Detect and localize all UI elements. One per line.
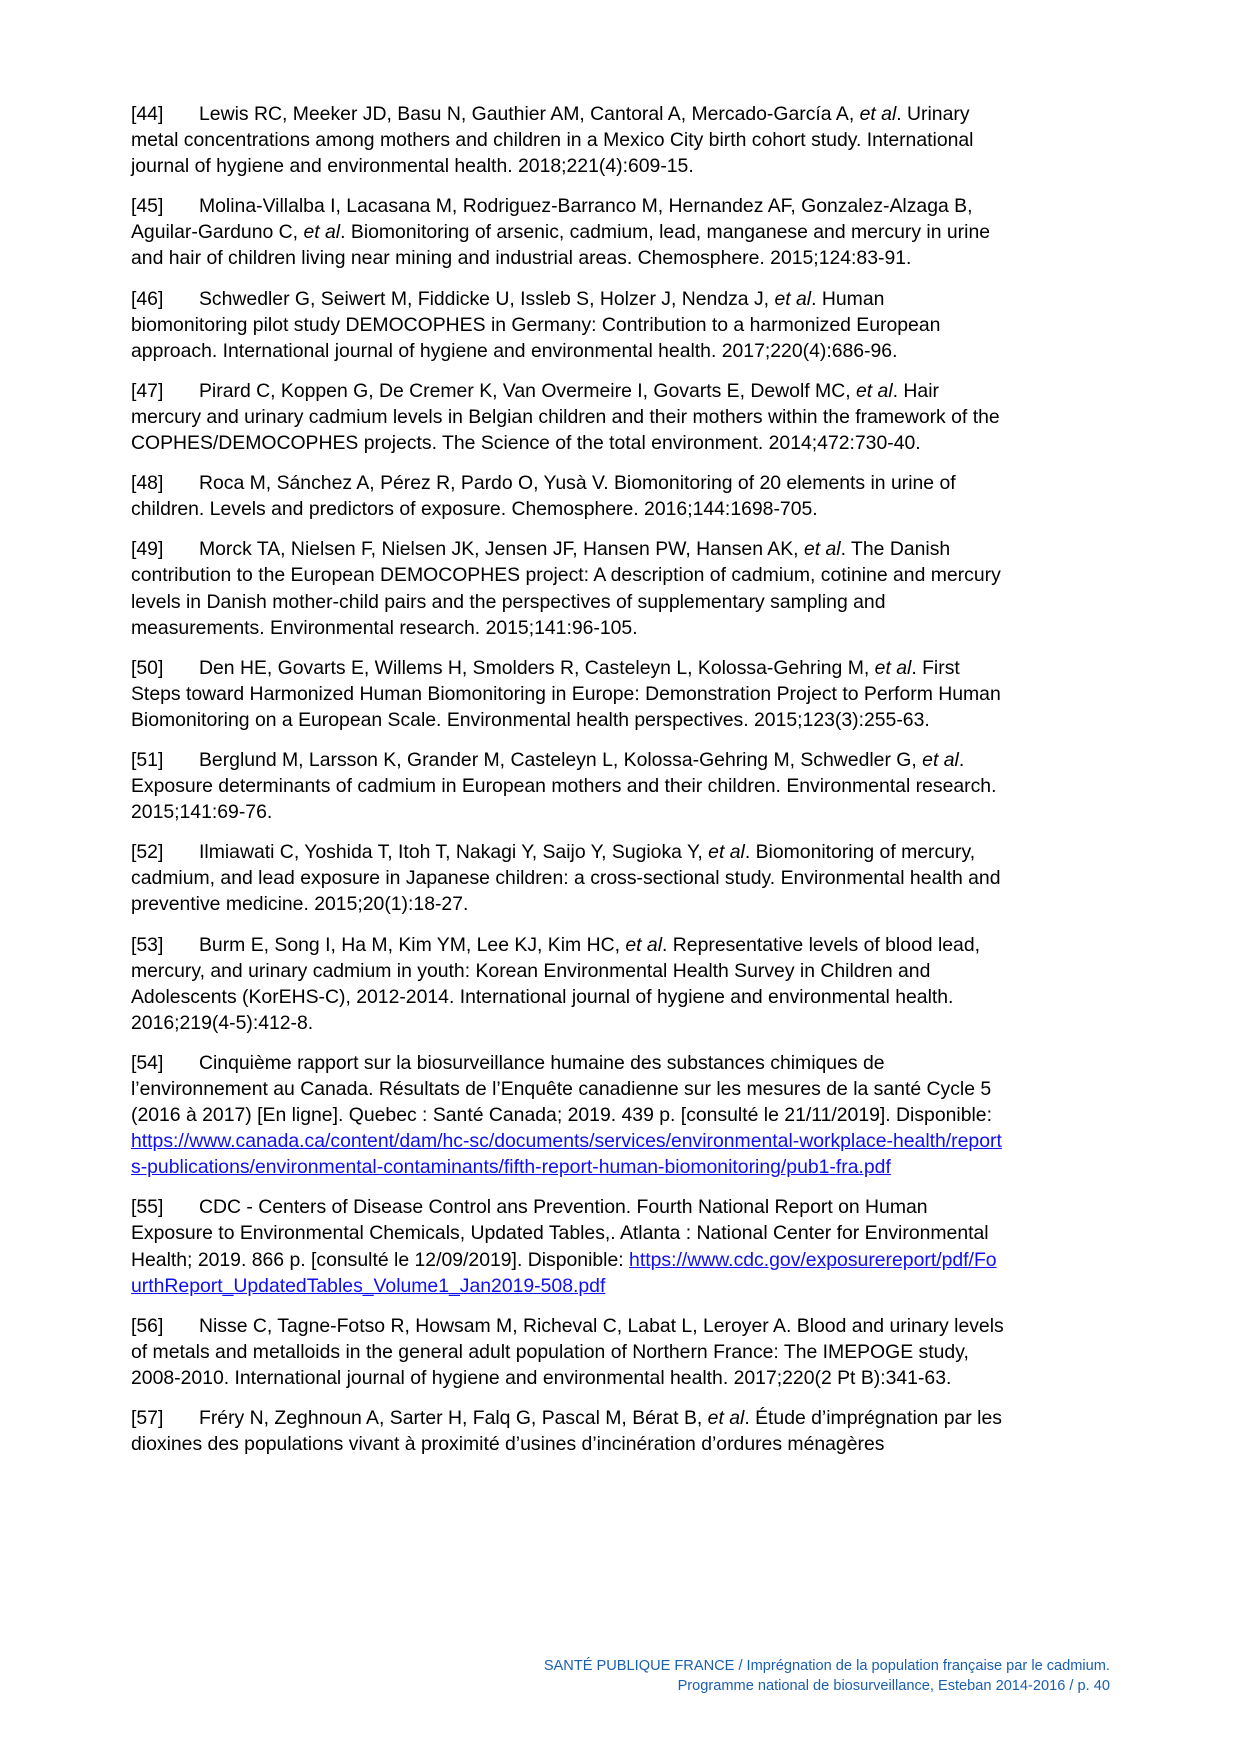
reference-link[interactable]: https://www.canada.ca/content/dam/hc-sc/documents/services/environmental-workplace-health/reports-publications/environmental-contaminants/fifth-report-human-biomonitoring/pub1-fra.pdf	[131, 1130, 1002, 1179]
reference-item	[131, 1313, 1004, 1391]
reference-number: [45]	[131, 195, 164, 218]
reference-item	[131, 1050, 1004, 1180]
reference-number: [49]	[131, 538, 164, 561]
reference-et-al: et al	[922, 748, 959, 771]
reference-text-post: . Exposure determinants of cadmium in European mothers and their children. Environmental research. 2015;141:69-76.	[131, 748, 997, 824]
reference-et-al: et al	[874, 656, 912, 679]
reference-number: [57]	[131, 1407, 164, 1430]
reference-text-pre: Lewis RC, Meeker JD, Basu N, Gauthier AM, Cantoral A, Mercado-García A,	[199, 103, 860, 125]
reference-item	[131, 193, 1004, 271]
reference-item	[131, 1194, 1004, 1298]
reference-text-pre: Fréry N, Zeghnoun A, Sarter H, Falq G, Pascal M, Bérat B,	[199, 1407, 708, 1430]
reference-text-pre: Ilmiawati C, Yoshida T, Itoh T, Nakagi Y, Saijo Y, Sugioka Y,	[199, 841, 709, 864]
reference-number: [46]	[131, 287, 164, 310]
reference-et-al: et al	[774, 287, 812, 310]
reference-number: [44]	[131, 103, 164, 125]
reference-text-pre: Cinquième rapport sur la biosurveillance humaine des substances chimiques de l’environnement au Canada. Résultats de l’Enquête canadienne sur les mesures de la santé Cycle 5 (2016 à 2017) [En ligne]. Quebec : Santé Canada; 2019. 439 p. [consulté le 21/11/2019]. Disponible:	[131, 1051, 992, 1127]
reference-text-post: . Hair mercury and urinary cadmium levels in Belgian children and their mothers within the framework of the COPHES/DEMOCOPHES projects. The Science of the total environment. 2014;472:730-40.	[131, 379, 1000, 455]
footer-line-1: SANTÉ PUBLIQUE FRANCE / Imprégnation de la population française par le cadmium.	[543, 1658, 1110, 1674]
reference-text-pre: CDC - Centers of Disease Control ans Prevention. Fourth National Report on Human Exposure to Environmental Chemicals, Updated Tables,. Atlanta : National Center for Environmental Health; 2019. 866 p. [consulté le 12/09/2019]. Disponible:	[131, 1196, 989, 1271]
reference-item	[131, 747, 1004, 825]
reference-text-pre: Berglund M, Larsson K, Grander M, Casteleyn L, Kolossa-Gehring M, Schwedler G,	[199, 748, 923, 771]
reference-text-post: . Representative levels of blood lead, mercury, and urinary cadmium in youth: Korean Environmental Health Survey in Children and Adolescents (KorEHS-C), 2012-2014. International journal of hygiene and environmental health. 2016;219(4-5):412-8.	[131, 933, 981, 1034]
reference-number: [55]	[131, 1196, 164, 1219]
reference-item	[131, 101, 1004, 179]
reference-text-pre: Molina-Villalba I, Lacasana M, Rodriguez-Barranco M, Hernandez AF, Gonzalez-Alzaga B, Aguilar-Garduno C,	[131, 195, 973, 244]
reference-text-post: . The Danish contribution to the European DEMOCOPHES project: A description of cadmium, cotinine and mercury levels in Danish mother-child pairs and the perspectives of supplementary sampling and measurements. Environmental research. 2015;141:96-105.	[131, 538, 1001, 639]
reference-text-pre: Schwedler G, Seiwert M, Fiddicke U, Issleb S, Holzer J, Nendza J,	[199, 287, 775, 310]
reference-number: [50]	[131, 656, 164, 679]
reference-text-pre: Roca M, Sánchez A, Pérez R, Pardo O, Yusà V. Biomonitoring of 20 elements in urine of children. Levels and predictors of exposure. Chemosphere. 2016;144:1698-705.	[131, 472, 956, 521]
reference-text-pre: Den HE, Govarts E, Willems H, Smolders R, Casteleyn L, Kolossa-Gehring M,	[199, 656, 875, 679]
reference-text-pre: Nisse C, Tagne-Fotso R, Howsam M, Richeval C, Labat L, Leroyer A. Blood and urinary levels of metals and metalloids in the general adult population of Northern France: The IMEPOGE study, 2008-2010. International journal of hygiene and environmental health. 2017;220(2 Pt B):341-63.	[131, 1314, 1004, 1389]
reference-text-post: . Biomonitoring of mercury, cadmium, and lead exposure in Japanese children: a cross-sectional study. Environmental health and preventive medicine. 2015;20(1):18-27.	[131, 841, 1001, 916]
reference-et-al: et al	[859, 103, 897, 125]
reference-et-al: et al	[708, 841, 745, 864]
reference-et-al: et al	[707, 1407, 745, 1430]
reference-text-pre: Morck TA, Nielsen F, Nielsen JK, Jensen JF, Hansen PW, Hansen AK,	[199, 538, 804, 561]
reference-text-post: . Urinary metal concentrations among mothers and children in a Mexico City birth cohort study. International journal of hygiene and environmental health. 2018;221(4):609-15.	[131, 103, 974, 178]
reference-text-post: . Biomonitoring of arsenic, cadmium, lead, manganese and mercury in urine and hair of children living near mining and industrial areas. Chemosphere. 2015;124:83-91.	[131, 221, 991, 270]
reference-et-al: et al	[625, 933, 663, 956]
reference-link[interactable]: https://www.cdc.gov/exposurereport/pdf/FourthReport_UpdatedTables_Volume1_Jan2019-508.pdf	[131, 1248, 997, 1297]
reference-text-pre: Burm E, Song I, Ha M, Kim YM, Lee KJ, Kim HC,	[199, 933, 626, 956]
reference-text-post: . Human biomonitoring pilot study DEMOCOPHES in Germany: Contribution to a harmonized European approach. International journal of hygiene and environmental health. 2017;220(4):686-96.	[131, 287, 941, 362]
reference-item	[131, 1405, 1004, 1457]
reference-et-al: et al	[803, 538, 841, 561]
reference-number: [51]	[131, 748, 164, 771]
reference-item	[131, 839, 1004, 917]
reference-item	[131, 655, 1004, 733]
reference-text-post: . Étude d’imprégnation par les dioxines des populations vivant à proximité d’usines d’incinération d’ordures ménagères	[131, 1407, 1002, 1456]
reference-list	[131, 101, 1004, 1457]
reference-et-al: et al	[855, 379, 893, 402]
page-footer	[131, 1657, 1110, 1696]
reference-number: [48]	[131, 472, 164, 495]
reference-item	[131, 378, 1004, 456]
reference-item	[131, 932, 1004, 1036]
footer-line-2: Programme national de biosurveillance, Esteban 2014-2016 / p. 40	[677, 1677, 1110, 1694]
reference-text-post: . First Steps toward Harmonized Human Biomonitoring in Europe: Demonstration Project to Perform Human Biomonitoring on a European Scale. Environmental health perspectives. 2015;123(3):255-63.	[131, 656, 1001, 731]
reference-item	[131, 470, 1004, 522]
reference-item	[131, 536, 1004, 640]
reference-number: [56]	[131, 1314, 164, 1337]
reference-text-pre: Pirard C, Koppen G, De Cremer K, Van Overmeire I, Govarts E, Dewolf MC,	[199, 379, 856, 402]
reference-number: [47]	[131, 379, 164, 402]
reference-et-al: et al	[303, 221, 341, 244]
reference-item	[131, 286, 1004, 364]
reference-number: [52]	[131, 841, 164, 864]
reference-number: [54]	[131, 1051, 164, 1074]
reference-number: [53]	[131, 933, 164, 956]
